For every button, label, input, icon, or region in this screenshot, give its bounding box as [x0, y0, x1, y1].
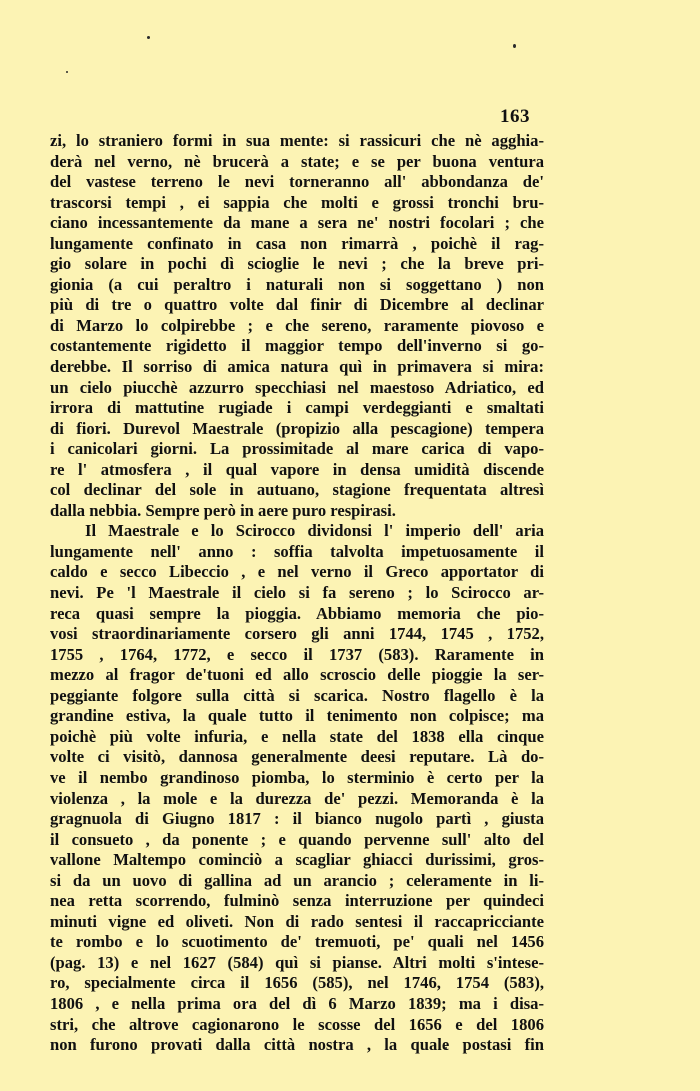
text-line: col declinar del sole in autuano, stagione frequentata altresì	[50, 480, 544, 500]
text-line: vallone Maltempo cominciò a scagliar ghiacci durissimi, gros-	[50, 850, 544, 870]
text-line: te rombo e lo scuotimento de' tremuoti, pe' quali nel 1456	[50, 932, 544, 952]
text-line: trascorsi tempi , ei sappia che molti e grossi tronchi bru-	[50, 192, 544, 212]
text-line: irrora di mattutine rugiade i campi verdeggianti e smaltati	[50, 398, 544, 418]
paper-speck	[147, 36, 150, 39]
text-line: di fiori. Durevol Maestrale (propizio alla pescagione) tempera	[50, 418, 544, 438]
body-text	[50, 131, 544, 1056]
text-line: zi, lo straniero formi in sua mente: si rassicuri che nè agghia-	[50, 131, 544, 150]
text-line: peggiante folgore sulla città si scarica. Nostro flagello è la	[50, 685, 544, 705]
text-line: Il Maestrale e lo Scirocco dividonsi l' imperio dell' aria	[85, 521, 544, 541]
text-line: dalla nebbia. Sempre però in aere puro respirasi.	[50, 500, 396, 520]
paper-speck	[66, 71, 68, 73]
text-line: reca quasi sempre la pioggia. Abbiamo memoria che pio-	[50, 603, 544, 623]
text-line: del vastese terreno le nevi torneranno all' abbondanza de'	[50, 172, 544, 192]
text-line: non furono provati dalla città nostra , la quale postasi fin	[50, 1035, 544, 1055]
text-line: ciano incessantemente da mane a sera ne' nostri focolari ; che	[50, 213, 544, 233]
text-line: grandine estiva, la quale tutto il tenimento non colpisce; ma	[50, 706, 544, 726]
text-line: gionia (a cui peraltro i naturali non si soggettano ) non	[50, 274, 544, 294]
text-line: mezzo al fragor de'tuoni ed allo scroscio delle pioggie la ser-	[50, 665, 544, 685]
text-line: violenza , la mole e la durezza de' pezzi. Memoranda è la	[50, 788, 544, 808]
text-line: derebbe. Il sorriso di amica natura quì in primavera si mira:	[50, 357, 544, 377]
text-line: ro, specialmente circa il 1656 (585), nel 1746, 1754 (583),	[50, 973, 544, 993]
page-number: 163	[500, 106, 530, 127]
text-line: vosi straordinariamente corsero gli anni 1744, 1745 , 1752,	[50, 624, 544, 644]
text-line: stri, che altrove cagionarono le scosse del 1656 e del 1806	[50, 1014, 544, 1034]
text-line: di Marzo lo colpirebbe ; e che sereno, raramente piovoso e	[50, 315, 544, 335]
text-line: più di tre o quattro volte dal finir di Dicembre al declinar	[50, 295, 544, 315]
text-line: si da un uovo di gallina ad un arancio ; celeramente in li-	[50, 870, 544, 890]
text-line: ve il nembo grandinoso piomba, lo sterminio è certo per la	[50, 767, 544, 787]
paper-speck	[513, 44, 516, 48]
text-line: derà nel verno, nè brucerà a state; e se per buona ventura	[50, 151, 544, 171]
text-line: nevi. Pe 'l Maestrale il cielo si fa sereno ; lo Scirocco ar-	[50, 583, 544, 603]
text-line: lungamente confinato in casa non rimarrà , poichè il rag-	[50, 233, 544, 253]
text-line: 1755 , 1764, 1772, e secco il 1737 (583). Raramente in	[50, 644, 544, 664]
text-line: un cielo piucchè azzurro specchiasi nel maestoso Adriatico, ed	[50, 377, 544, 397]
text-line: poichè più volte infuria, e nella state del 1838 ella cinque	[50, 726, 544, 746]
text-line: nea retta scorrendo, fulminò senza interruzione per quindeci	[50, 891, 544, 911]
text-line: lungamente nell' anno : soffia talvolta impetuosamente il	[50, 541, 544, 561]
text-line: costantemente rigidetto il maggior tempo dell'inverno si go-	[50, 336, 544, 356]
text-line: caldo e secco Libeccio , e nel verno il Greco apportator di	[50, 562, 544, 582]
text-line: volte ci visitò, dannosa generalmente deesi reputare. Là do-	[50, 747, 544, 767]
text-line: gio solare in pochi dì scioglie le nevi ; che la breve pri-	[50, 254, 544, 274]
text-line: (pag. 13) e nel 1627 (584) quì si pianse. Altri molti s'intese-	[50, 952, 544, 972]
text-line: gragnuola di Giugno 1817 : il bianco nugolo partì , giusta	[50, 809, 544, 829]
text-line: il consueto , da ponente ; e quando pervenne sull' alto del	[50, 829, 544, 849]
text-line: re l' atmosfera , il qual vapore in densa umidità discende	[50, 459, 544, 479]
text-line: 1806 , e nella prima ora del dì 6 Marzo 1839; ma i disa-	[50, 993, 544, 1013]
text-line: i canicolari giorni. La prossimitade al mare carica di vapo-	[50, 439, 544, 459]
text-line: minuti vigne ed oliveti. Non di rado sentesi il raccapricciante	[50, 911, 544, 931]
